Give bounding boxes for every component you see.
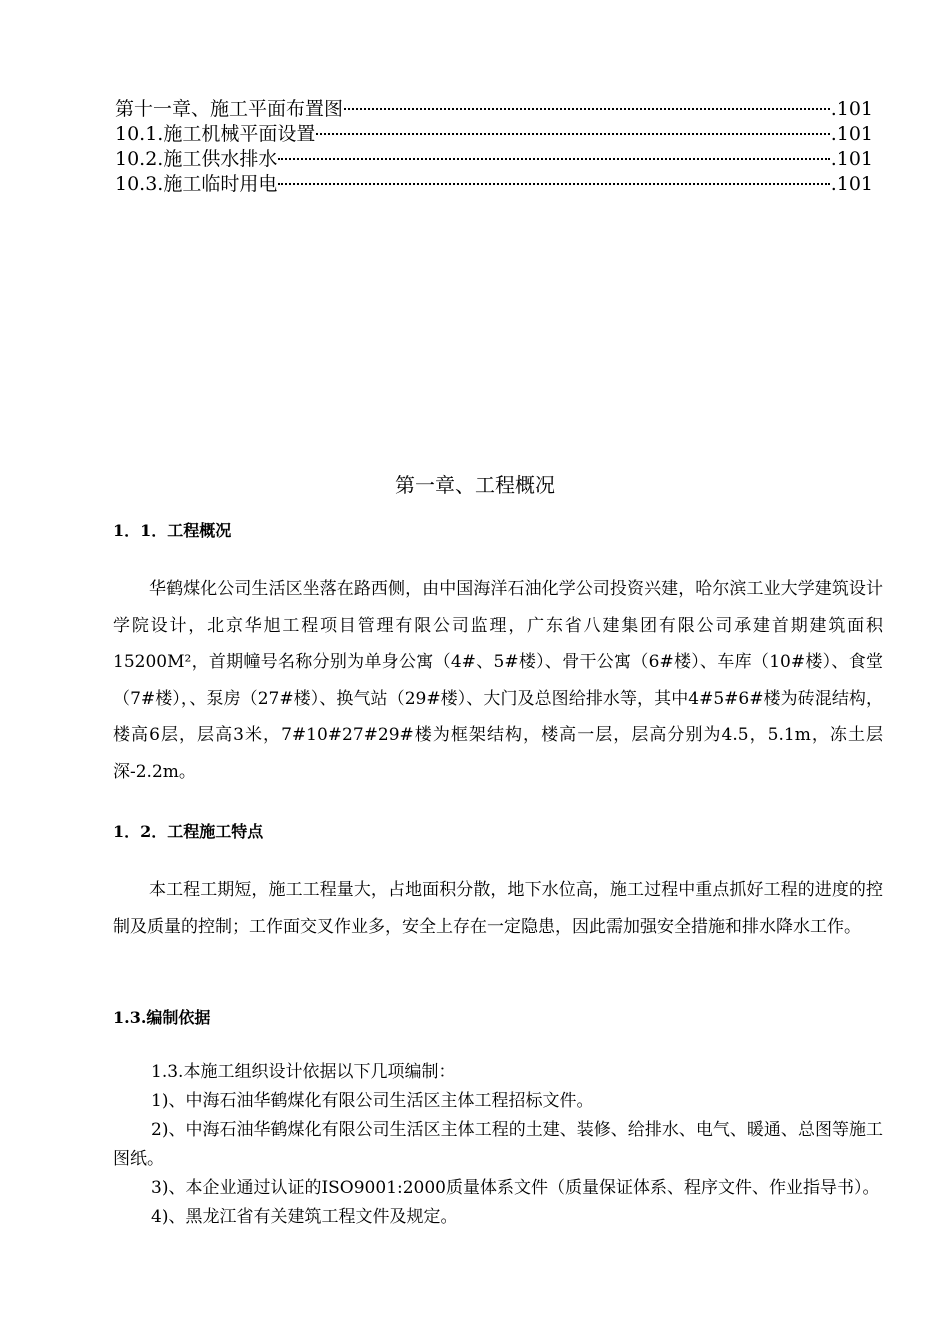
table-of-contents (115, 97, 873, 197)
list-item: 2)、中海石油华鹤煤化有限公司生活区主体工程的土建、装修、给排水、电气、暖通、总图等施工图纸。 (113, 1120, 883, 1169)
toc-entry[interactable] (115, 172, 873, 197)
toc-dot-leader (278, 183, 829, 185)
toc-entry-title: 10.2.施工供水排水 (115, 148, 278, 170)
toc-entry[interactable] (115, 147, 873, 172)
toc-dot-leader (316, 133, 829, 135)
list-item: 4)、黑龙江省有关建筑工程文件及规定。 (151, 1207, 458, 1227)
list-item: 3)、本企业通过认证的ISO9001:2000质量体系文件（质量保证体系、程序文件、作业指导书）。 (151, 1178, 880, 1198)
toc-dot-leader (278, 158, 829, 160)
section-heading-project-overview: 1．1．工程概况 (113, 521, 232, 540)
construction-features-paragraph: 本工程工期短，施工工程量大，占地面积分散，地下水位高，施工过程中重点抓好工程的进度的控制及质量的控制；工作面交叉作业多，安全上存在一定隐患，因此需加强安全措施和排水降水工作。 (113, 880, 883, 937)
list-item: 1)、中海石油华鹤煤化有限公司生活区主体工程招标文件。 (151, 1091, 594, 1111)
toc-entry[interactable] (115, 122, 873, 147)
project-overview-paragraph: 华鹤煤化公司生活区坐落在路西侧，由中国海洋石油化学公司投资兴建，哈尔滨工业大学建筑设计学院设计，北京华旭工程项目管理有限公司监理，广东省八建集团有限公司承建首期建筑面积15200M²，首期幢号名称分别为单身公寓（4#、5#楼）、骨干公寓（6#楼）、车库（10#楼）、食堂（7#楼），、泵房（27#楼）、换气站（29#楼）、大门及总图给排水等，其中4#5#6#楼为砖混结构，楼高6层，层高3米，7#10#27#29#楼为框架结构，楼高一层，层高分别为4.5，5.1m，冻土层深-2.2m。 (113, 579, 883, 782)
toc-entry-title: 第十一章、施工平面布置图 (115, 98, 344, 120)
toc-entry[interactable] (115, 97, 873, 122)
toc-entry-title: 10.1.施工机械平面设置 (115, 123, 316, 145)
toc-entry-page: .101 (830, 98, 873, 120)
section-heading-construction-features: 1．2．工程施工特点 (113, 822, 264, 841)
toc-entry-title: 10.3.施工临时用电 (115, 173, 278, 195)
toc-dot-leader (344, 108, 830, 110)
toc-entry-page: .101 (830, 148, 873, 170)
toc-entry-page: .101 (830, 173, 873, 195)
toc-entry-page: .101 (830, 123, 873, 145)
list-item: 1.3.本施工组织设计依据以下几项编制： (151, 1062, 456, 1082)
section-heading-compilation-basis: 1.3.编制依据 (113, 1008, 211, 1027)
compilation-basis-list (113, 1058, 883, 1232)
chapter-title: 第一章、工程概况 (395, 473, 555, 497)
